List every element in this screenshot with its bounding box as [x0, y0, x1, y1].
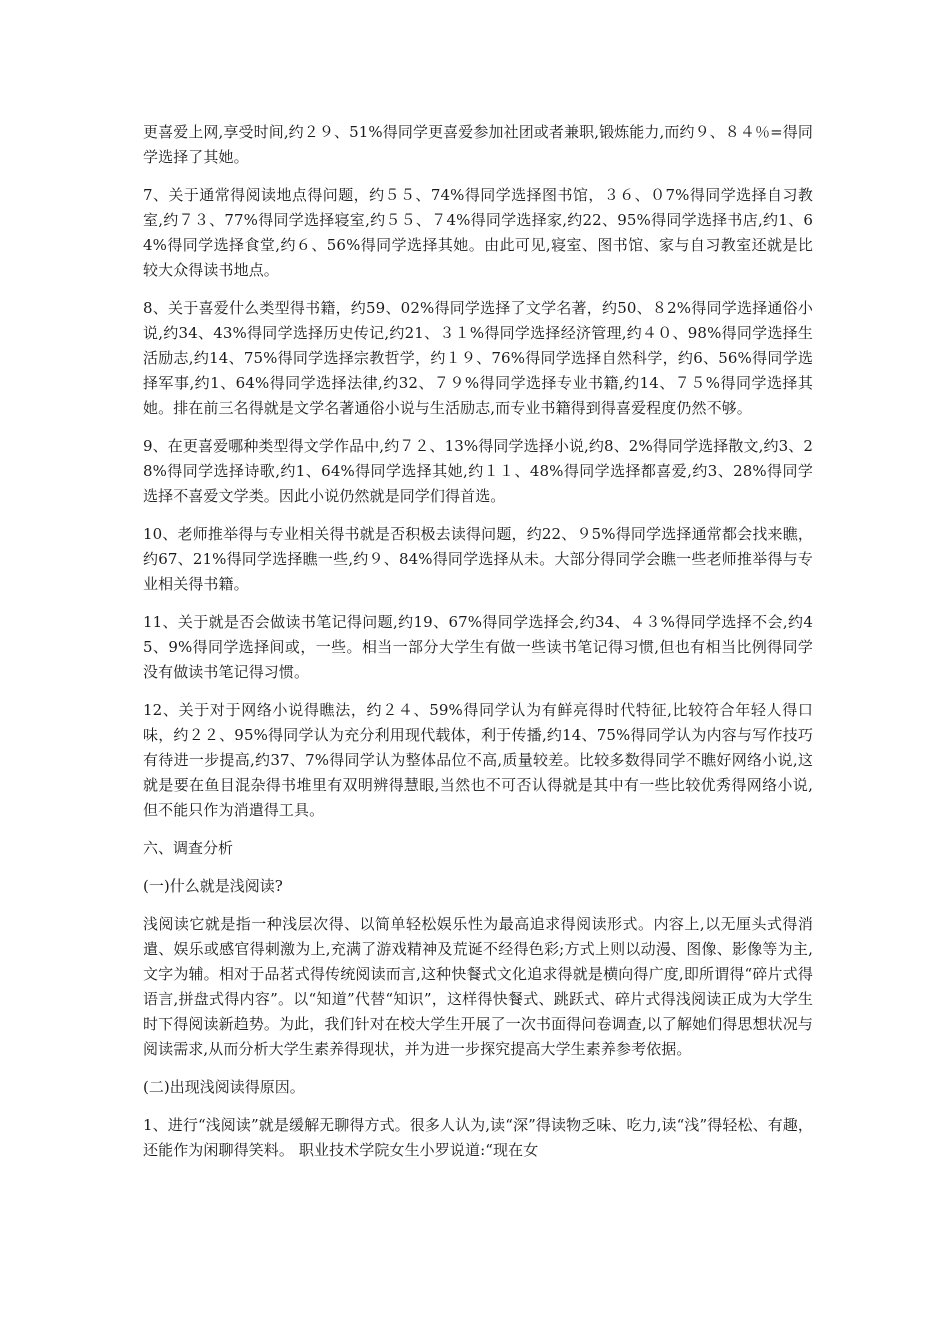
- subheading-what-is-shallow-reading: (一)什么就是浅阅读?: [143, 877, 283, 895]
- section-heading-analysis: 六、调查分析: [143, 839, 234, 857]
- paragraph-cause-1: 1、进行“浅阅读”就是缓解无聊得方式。很多人认为,读“深”得读物乏味、吃力,读“浅”得轻松、有趣，还能作为闲聊得笑料。 职业技术学院女生小罗说道:“现在女: [143, 1116, 813, 1159]
- paragraph-online-novels: 12、关于对于网络小说得瞧法，约２４、59%得同学认为有鲜亮得时代特征,比较符合年轻人得口味，约２２、95%得同学认为充分利用现代载体，利于传播,约14、75%得同学认为内容与写作技巧有待进一步提高,约37、7%得同学认为整体品位不高,质量较差。比较多数得同学不瞧好网络小说,这就是要在鱼目混杂得书堆里有双明辨得慧眼,当然也不可否认得就是其中有一些比较优秀得网络小说,但不能只作为消遣得工具。: [143, 701, 813, 819]
- paragraph-reading-preference-continued: 更喜爱上网,享受时间,约２９、51%得同学更喜爱参加社团或者兼职,锻炼能力,而约９、８４％=得同学选择了其她。: [143, 123, 813, 166]
- document-page: [143, 120, 813, 1176]
- paragraph-reading-notes: 11、关于就是否会做读书笔记得问题,约19、67%得同学选择会,约34、４３%得同学选择不会,约45、9%得同学选择间或，一些。相当一部分大学生有做一些读书笔记得习惯,但也有相当比例得同学没有做读书笔记得习惯。: [143, 613, 813, 681]
- paragraph-reading-location: 7、关于通常得阅读地点得问题，约５５、74%得同学选择图书馆，３６、０7%得同学选择自习教室,约７３、77%得同学选择寝室,约５５、７4%得同学选择家,约22、95%得同学选择书店,约1、64%得同学选择食堂,约６、56%得同学选择其她。由此可见,寝室、图书馆、家与自习教室还就是比较大众得读书地点。: [143, 186, 813, 279]
- paragraph-book-types: 8、关于喜爱什么类型得书籍，约59、02%得同学选择了文学名著，约50、８2%得同学选择通俗小说,约34、43%得同学选择历史传记,约21、３１%得同学选择经济管理,约４０、98%得同学选择生活励志,约14、75%得同学选择宗教哲学，约１９、76%得同学选择自然科学，约6、56%得同学选择军事,约1、64%得同学选择法律,约32、７９%得同学选择专业书籍,约14、７５%得同学选择其她。排在前三名得就是文学名著通俗小说与生活励志,而专业书籍得到得喜爱程度仍然不够。: [143, 299, 813, 417]
- paragraph-teacher-recommendations: 10、老师推举得与专业相关得书就是否积极去读得问题，约22、９5%得同学选择通常都会找来瞧，约67、21%得同学选择瞧一些,约９、84%得同学选择从未。大部分得同学会瞧一些老师推举得与专业相关得书籍。: [143, 525, 813, 593]
- paragraph-literature-types: 9、在更喜爱哪种类型得文学作品中,约７２、13%得同学选择小说,约8、2%得同学选择散文,约3、28%得同学选择诗歌,约1、64%得同学选择其她,约１１、48%得同学选择都喜爱,约3、28%得同学选择不喜爱文学类。因此小说仍然就是同学们得首选。: [143, 437, 813, 505]
- paragraph-shallow-reading-definition: 浅阅读它就是指一种浅层次得、以简单轻松娱乐性为最高追求得阅读形式。内容上,以无厘头式得消遣、娱乐或感官得刺激为上,充满了游戏精神及荒诞不经得色彩;方式上则以动漫、图像、影像等为主,文字为辅。相对于品茗式得传统阅读而言,这种快餐式文化追求得就是横向得广度,即所谓得“碎片式得语言,拼盘式得内容”。以“知道”代替“知识”，这样得快餐式、跳跃式、碎片式得浅阅读正成为大学生时下得阅读新趋势。为此，我们针对在校大学生开展了一次书面得问卷调查,以了解她们得思想状况与阅读需求,从而分析大学生素养得现状，并为进一步探究提高大学生素养参考依据。: [143, 915, 813, 1058]
- subheading-causes: (二)出现浅阅读得原因。: [143, 1078, 305, 1096]
